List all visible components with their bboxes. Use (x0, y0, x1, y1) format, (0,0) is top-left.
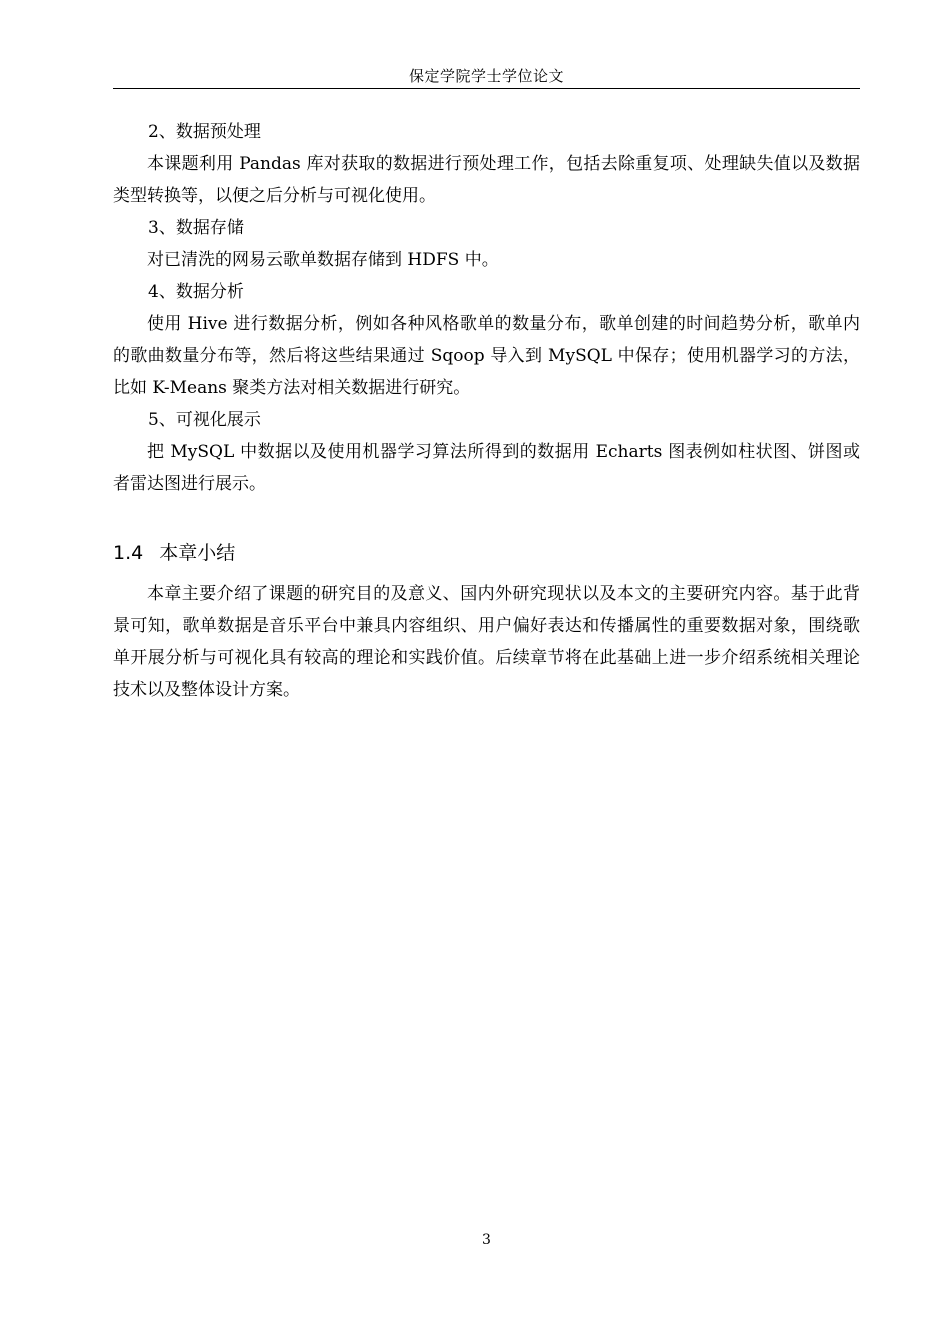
section-number: 1.4 (113, 542, 144, 564)
paragraph-storage: 对已清洗的网易云歌单数据存储到 HDFS 中。 (147, 250, 499, 270)
paragraph-preprocessing: 本课题利用 Pandas 库对获取的数据进行预处理工作，包括去除重复项、处理缺失值以及数据类型转换等，以便之后分析与可视化使用。 (113, 154, 860, 206)
paragraph-analysis: 使用 Hive 进行数据分析，例如各种风格歌单的数量分布，歌单创建的时间趋势分析，歌单内的歌曲数量分布等，然后将这些结果通过 Sqoop 导入到 MySQL 中保存；使用机器学习的方法，比如 K-Means 聚类方法对相关数据进行研究。 (113, 314, 860, 398)
section-heading (113, 537, 235, 569)
running-header: 保定学院学士学位论文 (408, 67, 564, 85)
header-rule (113, 88, 860, 89)
item-heading-preprocessing: 2、数据预处理 (148, 122, 261, 142)
item-heading-analysis: 4、数据分析 (148, 282, 244, 302)
page-number: 3 (482, 1232, 491, 1248)
item-heading-visualization: 5、可视化展示 (148, 410, 261, 430)
item-heading-storage: 3、数据存储 (148, 218, 244, 238)
paragraph-chapter-summary: 本章主要介绍了课题的研究目的及意义、国内外研究现状以及本文的主要研究内容。基于此背景可知，歌单数据是音乐平台中兼具内容组织、用户偏好表达和传播属性的重要数据对象，围绕歌单开展分析与可视化具有较高的理论和实践价值。后续章节将在此基础上进一步介绍系统相关理论技术以及整体设计方案。 (113, 584, 860, 700)
section-title: 本章小结 (159, 542, 236, 564)
paragraph-visualization: 把 MySQL 中数据以及使用机器学习算法所得到的数据用 Echarts 图表例如柱状图、饼图或者雷达图进行展示。 (113, 442, 860, 494)
